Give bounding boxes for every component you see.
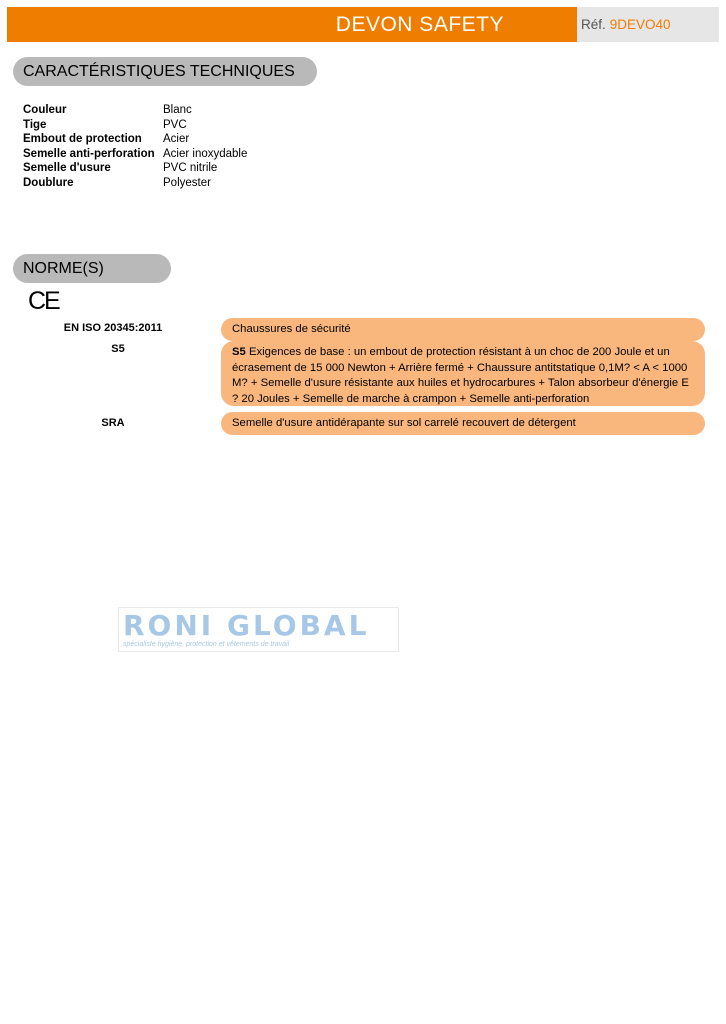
- norm-desc-s5-paragraph: [232, 345, 695, 407]
- norm-code-sra: SRA: [101, 417, 125, 429]
- norm-desc-s5-bold: S5: [232, 346, 246, 358]
- spec-value: PVC: [163, 118, 187, 131]
- ce-mark-icon: CE: [28, 287, 59, 315]
- reference-label: Réf.: [581, 17, 606, 32]
- spec-label: Semelle d'usure: [23, 162, 111, 175]
- spec-row: [23, 161, 247, 176]
- logo-name: RONI GLOBAL: [123, 609, 370, 642]
- spec-table: [23, 103, 247, 191]
- logo-tagline: spécialiste hygiène, protection et vêtements de travail: [123, 641, 290, 648]
- spec-value: PVC nitrile: [163, 162, 218, 175]
- reference-box: [577, 7, 719, 42]
- page-header: [7, 7, 719, 42]
- spec-value: Blanc: [163, 104, 192, 116]
- spec-value: Acier inoxydable: [163, 147, 248, 160]
- norm-desc-s5: [221, 341, 705, 406]
- spec-row: [23, 118, 247, 133]
- norm-desc-sra: [221, 412, 705, 435]
- spec-value: Polyester: [163, 176, 211, 189]
- section-title-norms: NORME(S): [13, 254, 171, 283]
- header-title-bar: [7, 7, 577, 42]
- spec-label: Tige: [23, 118, 47, 131]
- spec-row: [23, 132, 247, 147]
- norm-desc-en: [221, 318, 705, 341]
- norm-code-s5: S5: [111, 343, 125, 355]
- spec-label: Couleur: [23, 104, 67, 116]
- product-title: DEVON SAFETY: [335, 12, 504, 36]
- company-logo: [118, 607, 399, 652]
- spec-label: Semelle anti-perforation: [23, 147, 155, 160]
- spec-value: Acier: [163, 133, 190, 146]
- spec-label: Embout de protection: [23, 133, 142, 146]
- spec-row: [23, 176, 247, 191]
- reference-value: 9DEVO40: [609, 17, 671, 32]
- norm-code-en: EN ISO 20345:2011: [63, 322, 163, 334]
- spec-row: [23, 103, 247, 118]
- norm-desc-en-text: Chaussures de sécurité: [232, 322, 351, 335]
- spec-row: [23, 147, 247, 162]
- spec-label: Doublure: [23, 176, 74, 189]
- norm-desc-sra-text: Semelle d'usure antidérapante sur sol carrelé recouvert de détergent: [232, 416, 576, 429]
- norm-desc-s5-text: Exigences de base : un embout de protection résistant à un choc de 200 Joule et un écrasement de 15 000 Newton + Arrière fermé + Chaussure antitstatique 0,1M? < A < 1000 M? + Semelle d'usure résistante aux huiles et hydrocarbures + Talon absorbeur d'énergie E ? 20 Joules + Semelle de marche à crampon + Semelle anti-perforation: [232, 346, 689, 405]
- section-title-technical: CARACTÉRISTIQUES TECHNIQUES: [13, 57, 317, 86]
